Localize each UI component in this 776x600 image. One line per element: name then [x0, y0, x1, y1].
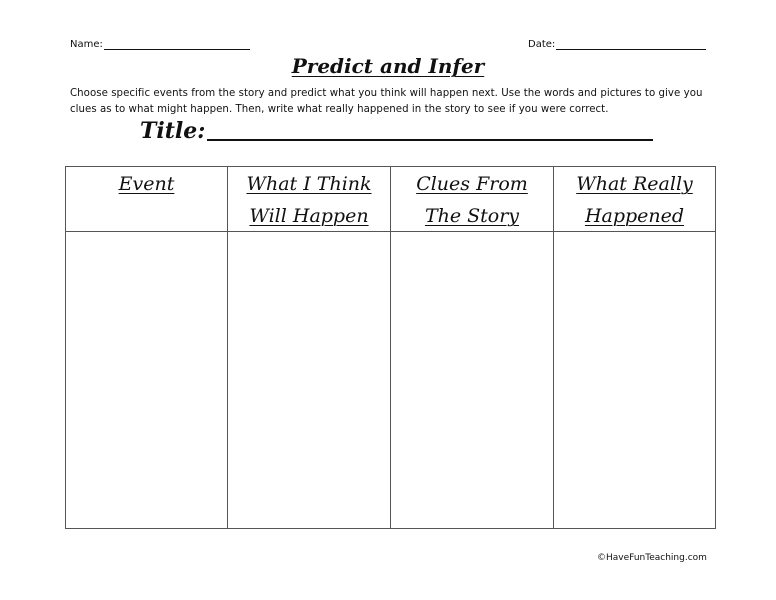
column-header-line1: What Really [576, 173, 693, 195]
name-label: Name: [70, 39, 103, 50]
outcome-answer-cell[interactable] [554, 232, 715, 528]
column-header-line1: What I Think [246, 173, 372, 195]
column-header-outcome [554, 167, 715, 232]
date-label: Date: [528, 39, 556, 50]
column-header-line1: Event [118, 173, 175, 195]
date-field [528, 38, 706, 50]
copyright-notice: ©HaveFunTeaching.com [597, 553, 707, 563]
column-header-prediction [228, 167, 391, 232]
instructions-text: Choose specific events from the story and predict what you think will happen next. Use the words and pictures to give you clues as to what might happen. Then, write what really happened in the story to see if you were correct. [70, 88, 703, 115]
column-header-line1: Clues From [416, 173, 528, 195]
column-header-line2: Happened [584, 205, 685, 227]
date-blank-line[interactable] [556, 38, 706, 50]
event-answer-cell[interactable] [66, 232, 228, 528]
column-header-clues [391, 167, 554, 232]
clues-answer-cell[interactable] [391, 232, 554, 528]
column-header-event [66, 167, 228, 232]
predict-infer-table [65, 166, 716, 529]
story-title-field [140, 118, 653, 144]
worksheet-title-text: Predict and Infer [291, 54, 485, 78]
story-title-blank-line[interactable] [207, 119, 653, 141]
name-blank-line[interactable] [104, 38, 250, 50]
prediction-answer-cell[interactable] [228, 232, 391, 528]
column-header-line2: The Story [424, 205, 520, 227]
column-header-line2: Will Happen [249, 205, 369, 227]
worksheet-title [0, 54, 776, 78]
name-field [70, 38, 250, 50]
story-title-label: Title: [140, 118, 206, 144]
